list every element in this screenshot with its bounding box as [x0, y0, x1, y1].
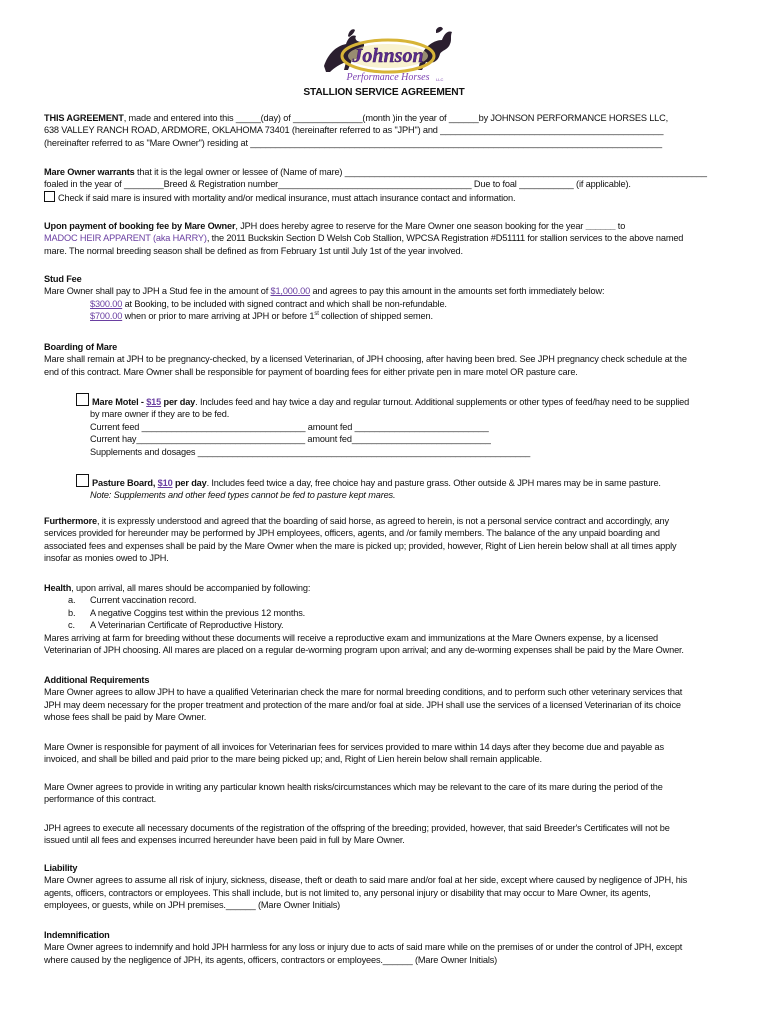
indemnification-heading: Indemnification: [44, 930, 110, 940]
furthermore-section: [44, 515, 724, 565]
liability-line: Mare Owner agrees to assume all risk of injury, sickness, disease, theft or death to said mare and/or foal at her side, except where caused by negligence of JPH, his: [44, 875, 688, 886]
insured-checkbox[interactable]: [44, 191, 55, 202]
indemnification-section: [44, 929, 724, 966]
intro-line-3: (hereinafter referred to as "Mare Owner") residing at ___________________________________________________________________________________: [44, 137, 662, 148]
additional-requirements-section: [44, 674, 724, 724]
additional-p1-line: JPH may deem necessary for the proper treatment and protection of the mare and/or foal at side. JPH shall use the services of a licensed Veterinarian of its choice: [44, 699, 681, 710]
booking-section: [44, 220, 724, 257]
johnson-performance-horses-logo: [318, 24, 458, 88]
health-line-1: Health, upon arrival, all mares should be accompanied by following:: [44, 583, 311, 593]
stallion-name: MADOC HEIR APPARENT (aka HARRY): [44, 233, 207, 244]
booking-line-2: MADOC HEIR APPARENT (aka HARRY), the 2011 Buckskin Section D Welsh Cob Stallion, WPCSA Registration #D51111 for stallion services to the above named: [44, 233, 684, 244]
boarding-line-2: end of this contract. Mare Owner shall be responsible for payment of boarding fees for either private pen in mare motel OR pasture care.: [44, 366, 578, 377]
additional-p3: [44, 781, 724, 806]
stud-fee-installment-2: $700.00 when or prior to mare arriving at JPH or before 1st collection of shipped semen.: [90, 311, 433, 322]
health-line-2: Mares arriving at farm for breeding without these documents will receive a reproductive exam and immunizations at the Mare Owners expense, by a licensed: [44, 632, 658, 643]
additional-heading: Additional Requirements: [44, 675, 150, 685]
additional-p4-line: JPH agrees to execute all necessary documents of the registration of the offspring of the breeding; provided, however, that said Breeder's Certificates will not be: [44, 823, 670, 833]
mare-motel-line-2: by mare owner if they are to be fed.: [90, 409, 230, 420]
warrants-line-2: foaled in the year of ________Breed & Registration number_______________________________________ Due to foal ___________ (if applicable).: [44, 179, 631, 190]
additional-p1-line: Mare Owner agrees to allow JPH to have a qualified Veterinarian check the mare for normal breeding conditions, and to perform such other veterinary services that: [44, 687, 683, 698]
liability-line: employees, or guests, while on JPH premises.______ (Mare Owner Initials): [44, 900, 341, 911]
health-item: b. A negative Coggins test within the previous 12 months.: [68, 607, 306, 618]
current-feed-field[interactable]: Current feed _________________________________ amount fed ___________________________: [90, 421, 489, 432]
additional-p3-line: Mare Owner agrees to provide in writing any particular known health risks/circumstances which may be relevant to the care of its mare during the period of the: [44, 782, 663, 792]
pasture-section: [44, 474, 724, 502]
additional-p4: [44, 822, 724, 847]
mare-motel-checkbox[interactable]: [76, 393, 89, 406]
health-line-3: Veterinarian of JPH choosing. All mares are placed on a regular de-worming program upon arrival; and any de-worming expenses shall be paid by the Mare Owner.: [44, 645, 684, 656]
indemnification-line: where caused by the negligence of JPH, its agents, officers, contractors or employees.______ (Mare Owner Initials): [44, 954, 498, 965]
boarding-line-1: Mare shall remain at JPH to be pregnancy-checked, by a licensed Veterinarian, of JPH choosing, after having been bred. See JPH pregnancy check schedule at the: [44, 354, 687, 365]
additional-p2: [44, 741, 724, 766]
stud-fee-section: [44, 273, 724, 323]
pasture-note: Note: Supplements and other feed types cannot be fed to pasture kept mares.: [90, 490, 396, 501]
liability-section: [44, 862, 724, 912]
stud-fee-heading: Stud Fee: [44, 274, 82, 284]
boarding-heading: Boarding of Mare: [44, 342, 118, 352]
liability-line: agents, officers, contractors or employees. This shall include, but is not limited to, any personal injury or disability that may occur to Mare Owner, its agents,: [44, 887, 651, 898]
stud-fee-installment-1: $300.00 at Booking, to be included with signed contract and which shall be non-refundable.: [90, 298, 447, 309]
furthermore-line-3: associated fees and expenses shall be paid by the Mare Owner when the mare is picked up; provided, however, Right of Lien herein below shall at all times apply: [44, 540, 677, 551]
furthermore-line-4: insofar as monies owed to JPH.: [44, 553, 169, 564]
additional-p2-line: invoiced, and shall be billed and paid prior to the mare being picked up; and, Right of Lien herein below shall remain applicable.: [44, 754, 542, 765]
document-title: STALLION SERVICE AGREEMENT: [303, 87, 465, 98]
mare-motel-line-1: Mare Motel - $15 per day. Includes feed and hay twice a day and regular turnout. Additional supplements or other types of feed/hay need to be supplied: [44, 393, 724, 408]
health-item: a. Current vaccination record.: [68, 595, 197, 606]
intro-line-1: THIS AGREEMENT, made and entered into this _____(day) of ______________(month )in the year of ______by JOHNSON PERFORMANCE HORSES LLC,: [44, 113, 669, 123]
indemnification-line: Mare Owner agrees to indemnify and hold JPH harmless for any loss or injury due to acts of said mare while on the premises of or under the control of JPH, except: [44, 942, 683, 953]
liability-heading: Liability: [44, 863, 78, 873]
intro-line-2: 638 VALLEY RANCH ROAD, ARDMORE, OKLAHOMA 73401 (hereinafter referred to as "JPH") and _____________________________________________: [44, 125, 664, 136]
warrants-line-3: Check if said mare is insured with mortality and/or medical insurance, must attach insurance contact and information.: [44, 191, 724, 204]
stud-fee-line-1: Mare Owner shall pay to JPH a Stud fee in the amount of $1,000.00 and agrees to pay this amount in the amounts set forth immediately below:: [44, 286, 605, 297]
warrants-line-1: Mare Owner warrants that it is the legal owner or lessee of (Name of mare) _________________________________________________________________________: [44, 167, 707, 177]
logo-brand-text: Johnson: [352, 45, 424, 67]
supplements-field[interactable]: Supplements and dosages ___________________________________________________________________: [90, 446, 531, 457]
additional-p2-line: Mare Owner is responsible for payment of all invoices for Veterinarian fees for services provided to mare within 14 days after they become due and payable as: [44, 742, 664, 752]
additional-p1-line: whose fees shall be paid by Mare Owner.: [44, 712, 207, 723]
pasture-board-checkbox[interactable]: [76, 474, 89, 487]
furthermore-line-1: Furthermore, it is expressly understood and agreed that the boarding of said horse, as agreed to herein, is not a personal service contract and accordingly, any: [44, 516, 669, 526]
current-hay-field[interactable]: Current hay__________________________________ amount fed____________________________: [90, 434, 491, 445]
health-item: c. A Veterinarian Certificate of Reproductive History.: [68, 620, 284, 631]
pasture-line-1: Pasture Board, $10 per day. Includes feed twice a day, free choice hay and pasture grass. Other outside & JPH mares may be in same pasture.: [44, 474, 724, 489]
intro-section: [44, 112, 724, 149]
warrants-section: [44, 166, 724, 204]
logo-mark-text: LLC: [436, 77, 444, 82]
stud-fee-amount: $1,000.00: [270, 286, 311, 297]
furthermore-line-2: services provided for hereunder may be performed by JPH employees, officers, agents, and /or family members. The balance of the any unpaid boarding and: [44, 528, 660, 539]
additional-p4-line: issued until all fees and expenses incurred hereunder have been paid in full by Mare Owner.: [44, 835, 405, 846]
boarding-section: [44, 341, 724, 378]
additional-p3-line: performance of this contract.: [44, 794, 157, 805]
health-section: [44, 582, 724, 656]
logo-sub-text: Performance Horses: [346, 72, 430, 83]
mare-motel-section: [44, 393, 724, 458]
booking-line-1: Upon payment of booking fee by Mare Owner, JPH does hereby agree to reserve for the Mare Owner one season booking for the year ______ to: [44, 221, 626, 231]
booking-line-3: mare. The normal breeding season shall be defined as from February 1st until July 1st of the year involved.: [44, 245, 463, 256]
